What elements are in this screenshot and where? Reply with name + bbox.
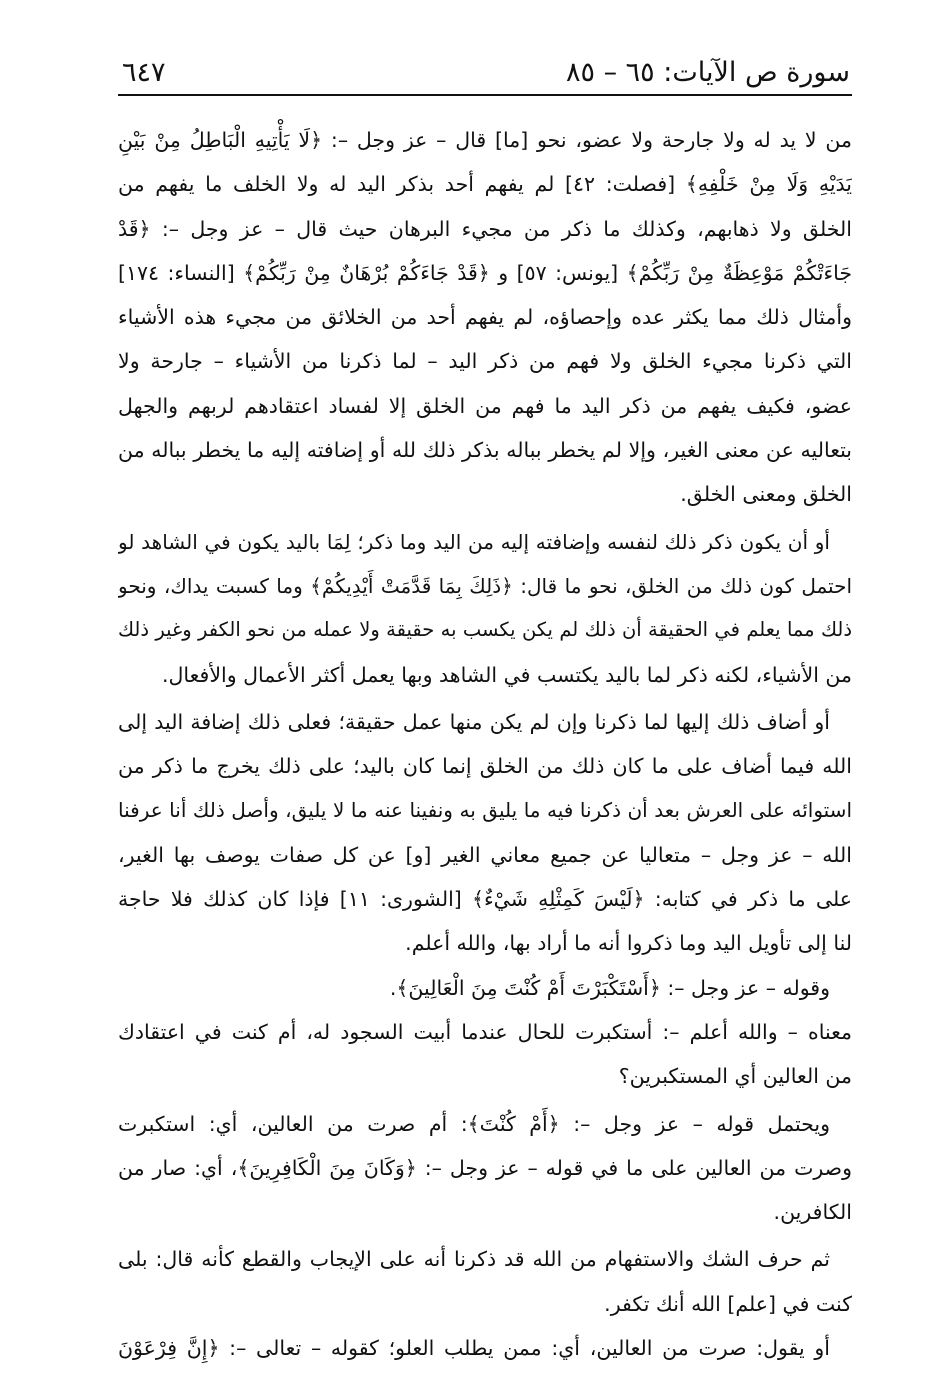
text-line: وأمثال ذلك مما يكثر عده وإحصاؤه، لم يفهم أحد من الخلائق من مجيء هذه الأشياء xyxy=(118,305,852,330)
text-line: استوائه على العرش بعد أن ذكرنا فيه ما يليق به ونفينا عنه ما لا يليق، وأصل ذلك أنا عرفنا xyxy=(118,798,852,823)
text-line: ثم حرف الشك والاستفهام من الله قد ذكرنا أنه على الإيجاب والقطع كأنه قال: بلى xyxy=(118,1247,830,1272)
text-line: التي ذكرنا مجيء الخلق ولا فهم من ذكر اليد – لما ذكرنا من الأشياء – جارحة ولا xyxy=(118,349,852,374)
text-line: عضو، فكيف يفهم من ذكر اليد ما فهم من الخلق إلا لفساد اعتقادهم لربهم والجهل xyxy=(118,393,852,418)
running-title: سورة ص الآيات: ٦٥ – ٨٥ xyxy=(565,57,850,88)
text-line: الله فيما أضاف على ما كان ذلك من الخلق إنما كان باليد؛ على ذلك يخرج ما ذكر من xyxy=(118,754,852,779)
text-line: أو أن يكون ذكر ذلك لنفسه وإضافته إليه من اليد وما ذكر؛ لِمَا باليد يكون في الشاهد لو xyxy=(118,529,830,554)
text-line: وقوله – عز وجل –: ﴿أَسْتَكْبَرْتَ أَمْ كُنْتَ مِنَ الْعَالِينَ﴾. xyxy=(389,975,830,1000)
page-number: ٦٤٧ xyxy=(122,57,166,88)
text-line: جَاءَتْكُمْ مَوْعِظَةٌ مِنْ رَبِّكُمْ﴾ [يونس: ٥٧] و ﴿قَدْ جَاءَكُمْ بُرْهَانٌ مِنْ رَبِّكُمْ﴾ [النساء: ١٧٤] xyxy=(118,260,852,285)
text-line: الخلق ولا ذهابهم، وكذلك ما ذكر من مجيء البرهان حيث قال – عز وجل –: ﴿قَدْ xyxy=(118,216,852,241)
text-line: بتعاليه عن معنى الغير، وإلا لم يخطر بباله بذكر ذلك لله أو إضافته إليه ما يخطر بباله من xyxy=(118,438,852,463)
text-line: ويحتمل قوله – عز وجل –: ﴿أَمْ كُنْتَ﴾: أم صرت من العالين، أي: استكبرت xyxy=(118,1111,830,1136)
text-line: الخلق ومعنى الخلق. xyxy=(680,482,852,507)
text-line: وصرت من العالين على ما في قوله – عز وجل –: ﴿وَكَانَ مِنَ الْكَافِرِينَ﴾، أي: صار من xyxy=(118,1155,852,1180)
text-line: أو يقول: صرت من العالين، أي: ممن يطلب العلو؛ كقوله – تعالى –: ﴿إِنَّ فِرْعَوْنَ xyxy=(118,1336,830,1361)
text-line: ذلك مما يعلم في الحقيقة أن ذلك لم يكن يكسب به حقيقة ولا عمله من نحو الكفر وغير ذلك xyxy=(118,618,852,642)
text-line: لنا إلى تأويل اليد وما ذكروا أنه ما أراد بها، والله أعلم. xyxy=(405,931,852,956)
text-line: من لا يد له ولا جارحة ولا عضو، نحو [ما] قال – عز وجل –: ﴿لَا يَأْتِيهِ الْبَاطِلُ مِنْ بَيْنِ xyxy=(118,128,852,152)
text-line: معناه – والله أعلم –: أستكبرت للحال عندما أبيت السجود له، أم كنت في اعتقادك xyxy=(118,1019,852,1044)
text-line: الله – عز وجل – متعاليا عن جميع معاني الغير [و] عن كل صفات يوصف بها الغير، xyxy=(118,842,852,867)
text-line: من العالين أي المستكبرين؟ xyxy=(618,1064,852,1089)
text-line: على ما ذكر في كتابه: ﴿لَيْسَ كَمِثْلِهِ شَيْءٌ﴾ [الشورى: ١١] فإذا كان كذلك فلا حاجة xyxy=(118,887,852,912)
text-line: الكافرين. xyxy=(773,1200,852,1225)
text-line: يَدَيْهِ وَلَا مِنْ خَلْفِهِ﴾ [فصلت: ٤٢] لم يفهم أحد بذكر اليد له ولا الخلف ما يفهم من xyxy=(118,172,852,197)
text-line: كنت في [علم] الله أنك تكفر. xyxy=(604,1291,852,1316)
text-line: من الأشياء، لكنه ذكر لما باليد يكتسب في الشاهد وبها يعمل أكثر الأعمال والأفعال. xyxy=(161,662,852,687)
page-header xyxy=(118,52,852,96)
text-line: احتمل كون ذلك من الخلق، نحو ما قال: ﴿ذَلِكَ بِمَا قَدَّمَتْ أَيْدِيكُمْ﴾ وما كسبت يداك، ونحو xyxy=(118,573,852,598)
text-line: أو أضاف ذلك إليها لما ذكرنا وإن لم يكن منها عمل حقيقة؛ فعلى ذلك إضافة اليد إلى xyxy=(118,709,830,734)
page-body xyxy=(118,118,852,1370)
